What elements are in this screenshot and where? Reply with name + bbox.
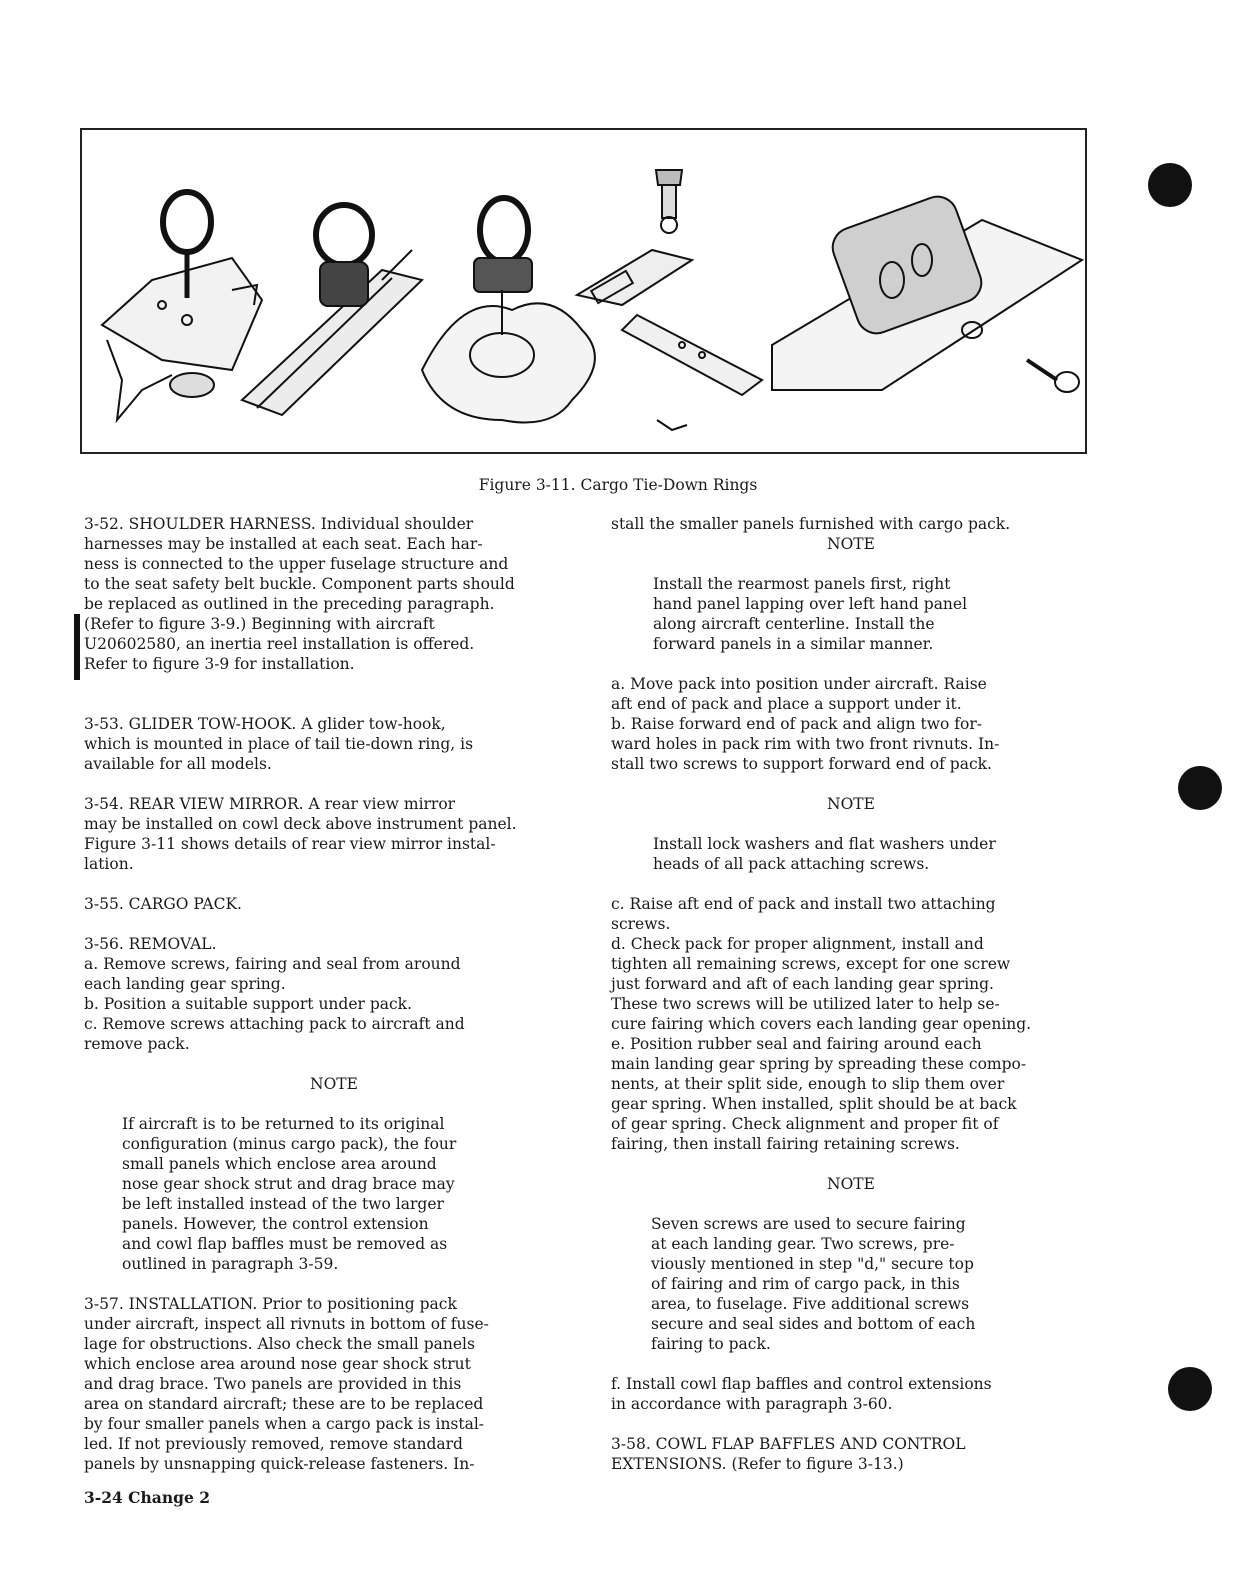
text-line: by four smaller panels when a cargo pack is instal- — [84, 1415, 485, 1433]
tie-down-ring-rail-drawing — [242, 205, 422, 415]
note-line: forward panels in a similar manner. — [653, 635, 934, 653]
tie-down-ring-hinge-drawing — [577, 170, 762, 395]
text-line: nents, at their split side, enough to slip them over — [611, 1075, 1005, 1093]
text-line: U20602580, an inertia reel installation is offered. — [84, 635, 475, 653]
text-line: EXTENSIONS. (Refer to figure 3-13.) — [611, 1455, 904, 1473]
note-line: area, to fuselage. Five additional screws — [651, 1295, 970, 1313]
text-line: may be installed on cowl deck above instrument panel. — [84, 815, 517, 833]
note-line: at each landing gear. Two screws, pre- — [651, 1235, 955, 1253]
note-line: Install lock washers and flat washers under — [653, 835, 996, 853]
page-footer: 3-24 Change 2 — [84, 1488, 210, 1507]
text-line: d. Check pack for proper alignment, install and — [611, 935, 984, 953]
text-line: stall two screws to support forward end of pack. — [611, 755, 992, 773]
text-line: which enclose area around nose gear shock strut — [84, 1355, 471, 1373]
note-body — [611, 1214, 1091, 1354]
text-line: ness is connected to the upper fuselage structure and — [84, 555, 509, 573]
text-line: 3-58. COWL FLAP BAFFLES AND CONTROL — [611, 1435, 966, 1453]
text-line: 3-54. REAR VIEW MIRROR. A rear view mirror — [84, 795, 456, 813]
text-line: tighten all remaining screws, except for one screw — [611, 955, 1011, 973]
tie-down-ring-block-drawing — [772, 191, 1082, 392]
steps-a-b — [611, 674, 1091, 774]
note-body — [611, 834, 1091, 874]
binder-hole-middle — [1178, 766, 1222, 810]
note-line: fairing to pack. — [651, 1335, 771, 1353]
note-heading: NOTE — [827, 795, 875, 813]
figure-illustration — [80, 128, 1087, 454]
note-line: panels. However, the control extension — [122, 1215, 429, 1233]
text-line: Figure 3-11 shows details of rear view mirror instal- — [84, 835, 496, 853]
text-line: 3-52. SHOULDER HARNESS. Individual shoulder — [84, 515, 474, 533]
text-line: and drag brace. Two panels are provided in this — [84, 1375, 462, 1393]
text-line: 3-55. CARGO PACK. — [84, 895, 242, 913]
text-line: e. Position rubber seal and fairing around each — [611, 1035, 982, 1053]
text-line: fairing, then install fairing retaining screws. — [611, 1135, 960, 1153]
binder-hole-bottom — [1168, 1367, 1212, 1411]
text-line: panels by unsnapping quick-release fasteners. In- — [84, 1455, 475, 1473]
left-column — [84, 514, 584, 1474]
text-line: be replaced as outlined in the preceding paragraph. — [84, 595, 495, 613]
note-line: and cowl flap baffles must be removed as — [122, 1235, 448, 1253]
note-line: hand panel lapping over left hand panel — [653, 595, 968, 613]
note-line: along aircraft centerline. Install the — [653, 615, 935, 633]
text-line: b. Raise forward end of pack and align two for- — [611, 715, 982, 733]
text-line: 3-57. INSTALLATION. Prior to positioning pack — [84, 1295, 457, 1313]
note-line: secure and seal sides and bottom of each — [651, 1315, 976, 1333]
text-line: cure fairing which covers each landing gear opening. — [611, 1015, 1032, 1033]
binder-hole-top — [1148, 163, 1192, 207]
text-line: main landing gear spring by spreading these compo- — [611, 1055, 1027, 1073]
text-line: 3-53. GLIDER TOW-HOOK. A glider tow-hook, — [84, 715, 446, 733]
text-line: ward holes in pack rim with two front rivnuts. In- — [611, 735, 1000, 753]
text-line: a. Move pack into position under aircraft. Raise — [611, 675, 987, 693]
note-line: heads of all pack attaching screws. — [653, 855, 930, 873]
text-line: available for all models. — [84, 755, 272, 773]
note-line: outlined in paragraph 3-59. — [122, 1255, 339, 1273]
right-column — [611, 514, 1091, 1474]
text-line: led. If not previously removed, remove standard — [84, 1435, 463, 1453]
text-line: in accordance with paragraph 3-60. — [611, 1395, 893, 1413]
text-line: lage for obstructions. Also check the small panels — [84, 1335, 475, 1353]
text-line: a. Remove screws, fairing and seal from around — [84, 955, 461, 973]
note-line: be left installed instead of the two larger — [122, 1195, 444, 1213]
tie-down-ring-floor-drawing — [422, 198, 595, 423]
note-line: Install the rearmost panels first, right — [653, 575, 951, 593]
text-line: screws. — [611, 915, 671, 933]
text-line: under aircraft, inspect all rivnuts in bottom of fuse- — [84, 1315, 489, 1333]
text-line: which is mounted in place of tail tie-down ring, is — [84, 735, 474, 753]
text-line: of gear spring. Check alignment and proper fit of — [611, 1115, 999, 1133]
text-line: harnesses may be installed at each seat. Each har- — [84, 535, 483, 553]
step-f-and-3-58 — [611, 1374, 1091, 1474]
note-line: small panels which enclose area around — [122, 1155, 437, 1173]
text-line: remove pack. — [84, 1035, 190, 1053]
steps-c-e — [611, 894, 1091, 1154]
installation-paragraph — [84, 1294, 584, 1474]
text-line: Refer to figure 3-9 for installation. — [84, 655, 355, 673]
text-line: (Refer to figure 3-9.) Beginning with aircraft — [84, 615, 435, 633]
note-body — [611, 574, 1091, 654]
revision-bar — [74, 614, 80, 680]
text-line: aft end of pack and place a support under it. — [611, 695, 962, 713]
text-line: lation. — [84, 855, 134, 873]
text-line: just forward and aft of each landing gear spring. — [611, 975, 994, 993]
note-heading: NOTE — [827, 1175, 875, 1193]
text-line: to the seat safety belt buckle. Component parts should — [84, 575, 515, 593]
note-heading: NOTE — [310, 1075, 358, 1093]
note-line: nose gear shock strut and drag brace may — [122, 1175, 455, 1193]
note-line: viously mentioned in step "d," secure top — [651, 1255, 974, 1273]
text-line: 3-56. REMOVAL. — [84, 935, 217, 953]
text-line: These two screws will be utilized later to help se- — [611, 995, 1000, 1013]
text-line: c. Remove screws attaching pack to aircraft and — [84, 1015, 465, 1033]
note-line: of fairing and rim of cargo pack, in this — [651, 1275, 960, 1293]
text-line: c. Raise aft end of pack and install two attaching — [611, 895, 996, 913]
figure-caption: Figure 3-11. Cargo Tie-Down Rings — [478, 476, 758, 494]
tie-down-ring-plate-drawing — [102, 192, 262, 420]
text-line: b. Position a suitable support under pack. — [84, 995, 412, 1013]
cargo-tie-down-rings-drawing — [82, 130, 1085, 452]
left-text-block — [84, 514, 584, 1054]
text-line: stall the smaller panels furnished with cargo pack. — [611, 515, 1011, 533]
text-line: gear spring. When installed, split should be at back — [611, 1095, 1017, 1113]
text-line: area on standard aircraft; these are to be replaced — [84, 1395, 484, 1413]
note-line: configuration (minus cargo pack), the four — [122, 1135, 457, 1153]
note-line: Seven screws are used to secure fairing — [651, 1215, 966, 1233]
text-line: each landing gear spring. — [84, 975, 286, 993]
text-line: f. Install cowl flap baffles and control extensions — [611, 1375, 992, 1393]
note-body — [84, 1114, 584, 1274]
note-line: If aircraft is to be returned to its original — [122, 1115, 445, 1133]
note-heading: NOTE — [827, 535, 875, 553]
